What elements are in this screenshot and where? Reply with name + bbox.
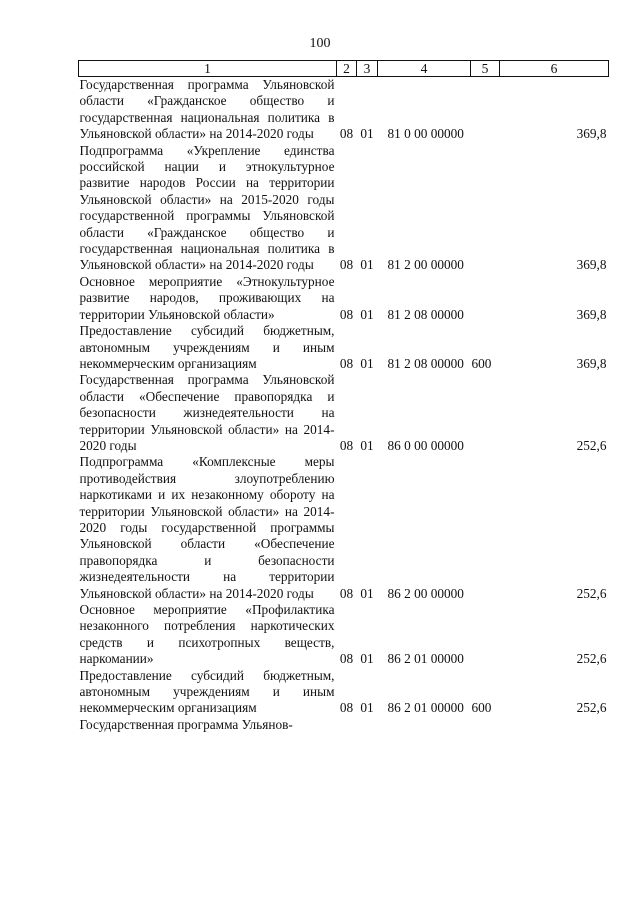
row-name: Государственная программа Ульяновской области «Гражданское общество и государственная национальная политика в Ульяновской области» на 2014-2020 годы bbox=[79, 77, 335, 142]
row-amount: 369,8 bbox=[576, 126, 607, 142]
row-name: Основное мероприятие «Этнокультурное развитие народов, проживающих на территории Ульяновской области» bbox=[79, 273, 335, 322]
row-subsection: 01 bbox=[360, 306, 374, 322]
row-section: 08 bbox=[339, 585, 354, 601]
row-subsection: 01 bbox=[360, 126, 374, 142]
row-target-code: 81 2 00 00000 bbox=[387, 257, 464, 273]
row-section: 08 bbox=[339, 306, 354, 322]
row-name: Подпрограмма «Укрепление единства российской нации и этнокультурное развитие народов России на территории Ульяновской области» на 2015-2020 годы государственной программы Ульяновской области «Гражданское общество и государственная национальная политика в Ульяновской области» на 2014-2020 годы bbox=[79, 142, 335, 273]
row-expense-type bbox=[471, 274, 500, 323]
row-section: 08 bbox=[339, 126, 354, 142]
row-target-code: 81 2 08 00000 bbox=[387, 306, 464, 322]
table-row bbox=[79, 668, 609, 717]
header-cell-5: 5 bbox=[471, 61, 500, 77]
header-cell-6: 6 bbox=[500, 61, 609, 77]
row-name: Предоставление субсидий бюджетным, автономным учреждениям и иным некоммерческим организациям bbox=[79, 667, 335, 716]
row-subsection: 01 bbox=[360, 437, 374, 453]
row-expense-type bbox=[471, 372, 500, 454]
row-target-code: 86 2 01 00000 bbox=[387, 651, 464, 667]
row-expense-type bbox=[471, 143, 500, 274]
row-section: 08 bbox=[339, 651, 354, 667]
row-amount: 369,8 bbox=[576, 257, 607, 273]
header-cell-4: 4 bbox=[378, 61, 471, 77]
row-target-code: 86 2 00 00000 bbox=[387, 585, 464, 601]
row-target-code: 86 0 00 00000 bbox=[387, 437, 464, 453]
row-section: 08 bbox=[339, 437, 354, 453]
header-cell-2: 2 bbox=[337, 61, 357, 77]
row-amount: 252,6 bbox=[576, 585, 607, 601]
row-amount: 369,8 bbox=[576, 306, 607, 322]
page-number: 100 bbox=[309, 36, 331, 51]
row-subsection: 01 bbox=[360, 651, 374, 667]
row-name: Основное мероприятие «Профилактика незаконного потребления наркотических средств и психотропных веществ, наркомании» bbox=[79, 602, 335, 667]
row-expense-type bbox=[471, 77, 500, 143]
table-row bbox=[79, 77, 609, 143]
table-row bbox=[79, 372, 609, 454]
table-row-continuation bbox=[79, 717, 609, 733]
row-target-code: 81 0 00 00000 bbox=[387, 126, 464, 142]
table-row bbox=[79, 274, 609, 323]
header-cell-3: 3 bbox=[357, 61, 378, 77]
row-section: 08 bbox=[339, 700, 354, 716]
row-name: Подпрограмма «Комплексные меры противодействия злоупотреблению наркотиками и их незаконному обороту на территории Ульяновской области» на 2014-2020 годы государственной программы Ульяновской области «Обеспечение правопорядка и безопасности жизнедеятельности на территории Ульяновской области» на 2014-2020 годы bbox=[79, 454, 335, 601]
row-expense-type: 600 bbox=[471, 700, 492, 716]
row-subsection: 01 bbox=[360, 257, 374, 273]
row-amount: 252,6 bbox=[576, 700, 607, 716]
table-row bbox=[79, 323, 609, 372]
table-row bbox=[79, 602, 609, 668]
row-expense-type: 600 bbox=[471, 355, 492, 371]
row-amount: 252,6 bbox=[576, 651, 607, 667]
row-subsection: 01 bbox=[360, 700, 374, 716]
row-target-code: 81 2 08 00000 bbox=[387, 355, 464, 371]
header-row bbox=[79, 61, 609, 77]
row-amount: 252,6 bbox=[576, 437, 607, 453]
row-name: Государственная программа Ульяновской области «Обеспечение правопорядка и безопасности жизнедеятельности на территории Ульяновской области» на 2014-2020 годы bbox=[79, 372, 335, 453]
budget-table bbox=[78, 60, 609, 733]
row-subsection: 01 bbox=[360, 355, 374, 371]
row-name-continuation: Государственная программа Ульянов- bbox=[79, 716, 293, 732]
row-name: Предоставление субсидий бюджетным, автономным учреждениям и иным некоммерческим организациям bbox=[79, 323, 335, 371]
row-amount: 369,8 bbox=[576, 355, 607, 371]
row-subsection: 01 bbox=[360, 585, 374, 601]
row-expense-type bbox=[471, 454, 500, 602]
row-section: 08 bbox=[339, 355, 354, 371]
header-cell-1: 1 bbox=[79, 61, 337, 77]
table-row bbox=[79, 143, 609, 274]
row-section: 08 bbox=[339, 257, 354, 273]
table-row bbox=[79, 454, 609, 602]
row-target-code: 86 2 01 00000 bbox=[387, 700, 464, 716]
row-expense-type bbox=[471, 602, 500, 668]
